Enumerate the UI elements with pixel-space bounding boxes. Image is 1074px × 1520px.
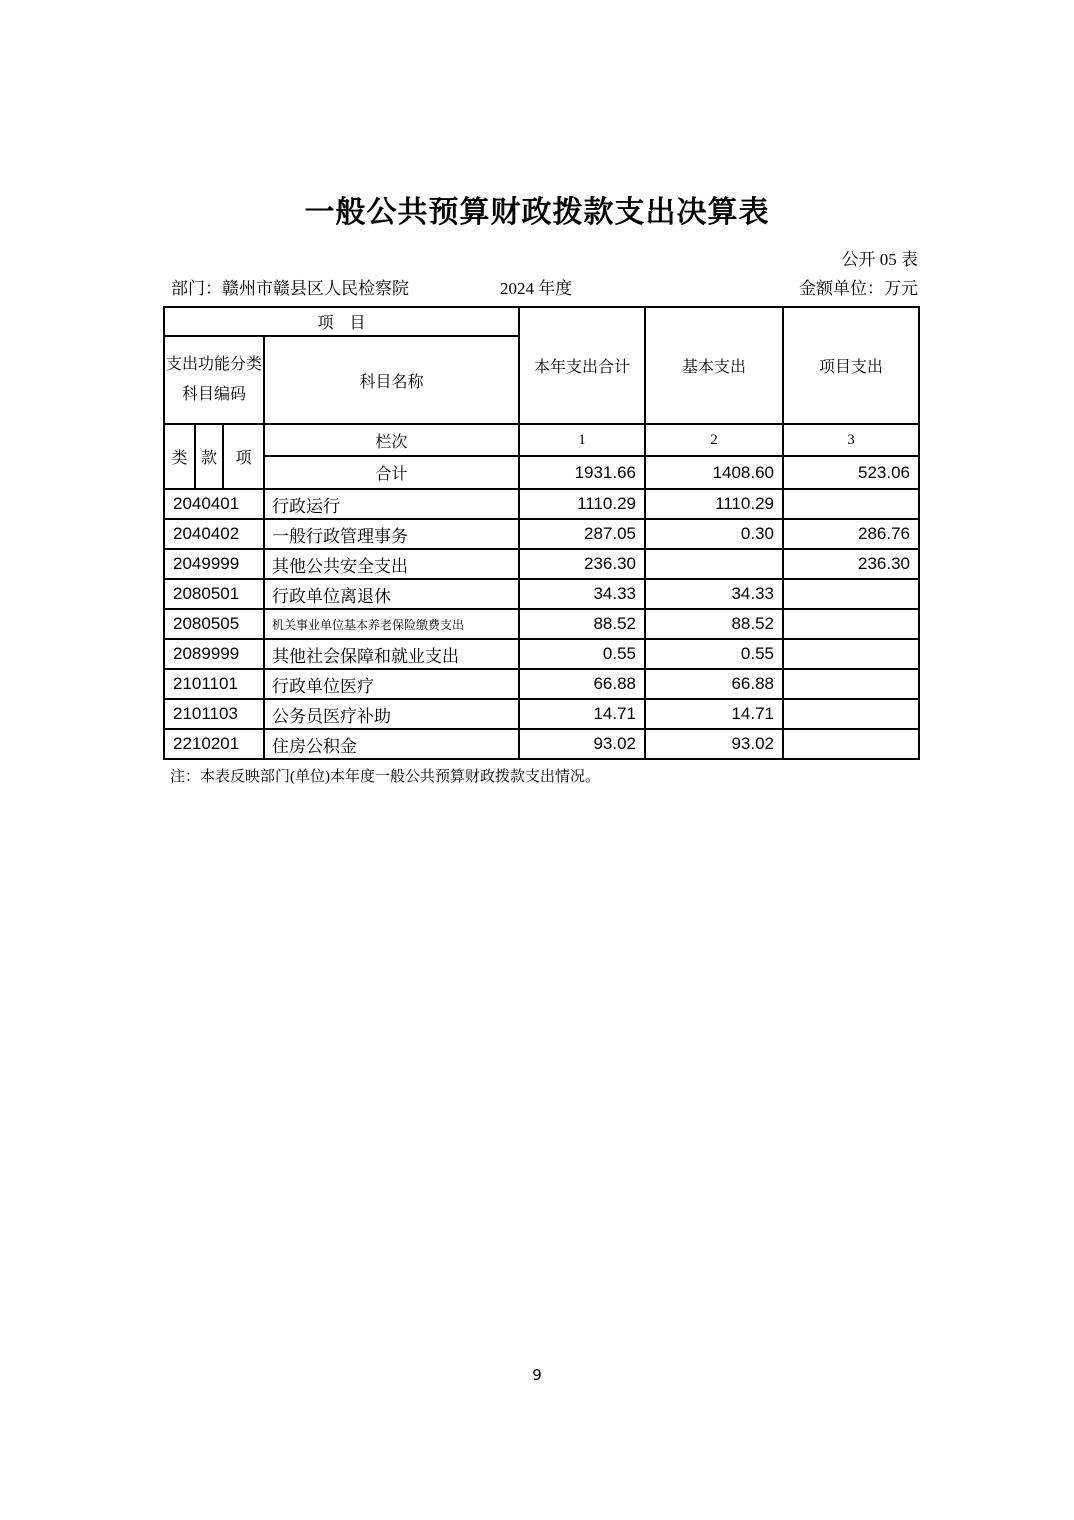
row-total-value: 14.71 <box>519 699 645 729</box>
table-row <box>164 699 919 729</box>
footnote: 注：本表反映部门(单位)本年度一般公共预算财政拨款支出情况。 <box>170 769 600 785</box>
row-name: 行政单位离退休 <box>264 579 519 609</box>
row-basic-value: 14.71 <box>645 699 783 729</box>
table-row <box>164 669 919 699</box>
header-func-class-line2: 科目编码 <box>181 386 246 403</box>
table-row <box>164 549 919 579</box>
header-code-section: 款 <box>195 424 223 489</box>
header-code-class: 类 <box>164 424 195 489</box>
row-total-value: 287.05 <box>519 519 645 549</box>
table-row <box>164 519 919 549</box>
row-basic-value: 1110.29 <box>645 489 783 519</box>
table-code: 公开 05 表 <box>841 250 918 269</box>
table-row <box>164 489 919 519</box>
header-row-index <box>164 424 919 456</box>
row-project-value <box>783 699 919 729</box>
row-code: 2101103 <box>164 699 264 729</box>
row-code: 2089999 <box>164 639 264 669</box>
table-header-body <box>164 307 919 489</box>
row-code: 2080501 <box>164 579 264 609</box>
row-name: 机关事业单位基本养老保险缴费支出 <box>264 609 519 639</box>
header-project-group: 项 目 <box>164 307 519 336</box>
row-code: 2101101 <box>164 669 264 699</box>
row-project-value: 236.30 <box>783 549 919 579</box>
table-row <box>164 639 919 669</box>
table-row <box>164 609 919 639</box>
row-total-value: 93.02 <box>519 729 645 759</box>
header-column-index-label: 栏次 <box>264 424 519 456</box>
row-project-value <box>783 609 919 639</box>
header-code-item: 项 <box>223 424 264 489</box>
total-basic-value: 1408.60 <box>645 456 783 489</box>
fiscal-year: 2024 年度 <box>500 279 573 298</box>
table-row <box>164 579 919 609</box>
row-basic-value <box>645 549 783 579</box>
row-code: 2040402 <box>164 519 264 549</box>
row-basic-value: 88.52 <box>645 609 783 639</box>
page-number: 9 <box>532 1366 542 1384</box>
row-name: 其他公共安全支出 <box>264 549 519 579</box>
row-total-value: 34.33 <box>519 579 645 609</box>
row-name: 公务员医疗补助 <box>264 699 519 729</box>
row-basic-value: 0.55 <box>645 639 783 669</box>
expenditure-rows <box>164 489 919 759</box>
header-col-project: 项目支出 <box>783 307 919 424</box>
row-project-value: 286.76 <box>783 519 919 549</box>
row-total-value: 0.55 <box>519 639 645 669</box>
row-basic-value: 34.33 <box>645 579 783 609</box>
header-func-class-code <box>164 336 264 424</box>
row-total-value: 236.30 <box>519 549 645 579</box>
meta-row <box>163 277 918 301</box>
row-name: 行政运行 <box>264 489 519 519</box>
row-project-value <box>783 729 919 759</box>
department-label: 部门：赣州市赣县区人民检察院 <box>171 279 409 298</box>
row-project-value <box>783 669 919 699</box>
total-project-value: 523.06 <box>783 456 919 489</box>
row-total-value: 1110.29 <box>519 489 645 519</box>
header-subject-name: 科目名称 <box>264 336 519 424</box>
row-basic-value: 66.88 <box>645 669 783 699</box>
total-row-label: 合计 <box>264 456 519 489</box>
header-row-project <box>164 307 919 336</box>
table-row <box>164 729 919 759</box>
row-total-value: 88.52 <box>519 609 645 639</box>
header-col-year-total: 本年支出合计 <box>519 307 645 424</box>
row-basic-value: 93.02 <box>645 729 783 759</box>
row-basic-value: 0.30 <box>645 519 783 549</box>
header-func-class-line1: 支出功能分类 <box>165 356 262 373</box>
row-name: 其他社会保障和就业支出 <box>264 639 519 669</box>
column-index-2: 2 <box>645 424 783 456</box>
expenditure-table <box>163 306 920 760</box>
total-row <box>164 456 919 489</box>
row-project-value <box>783 489 919 519</box>
total-year-value: 1931.66 <box>519 456 645 489</box>
header-col-basic: 基本支出 <box>645 307 783 424</box>
row-project-value <box>783 639 919 669</box>
row-code: 2049999 <box>164 549 264 579</box>
page-title: 一般公共预算财政拨款支出决算表 <box>304 195 770 230</box>
amount-unit: 金额单位：万元 <box>799 279 918 298</box>
column-index-3: 3 <box>783 424 919 456</box>
row-code: 2210201 <box>164 729 264 759</box>
row-code: 2040401 <box>164 489 264 519</box>
row-code: 2080505 <box>164 609 264 639</box>
row-project-value <box>783 579 919 609</box>
row-name: 行政单位医疗 <box>264 669 519 699</box>
row-total-value: 66.88 <box>519 669 645 699</box>
column-index-1: 1 <box>519 424 645 456</box>
row-name: 一般行政管理事务 <box>264 519 519 549</box>
row-name: 住房公积金 <box>264 729 519 759</box>
